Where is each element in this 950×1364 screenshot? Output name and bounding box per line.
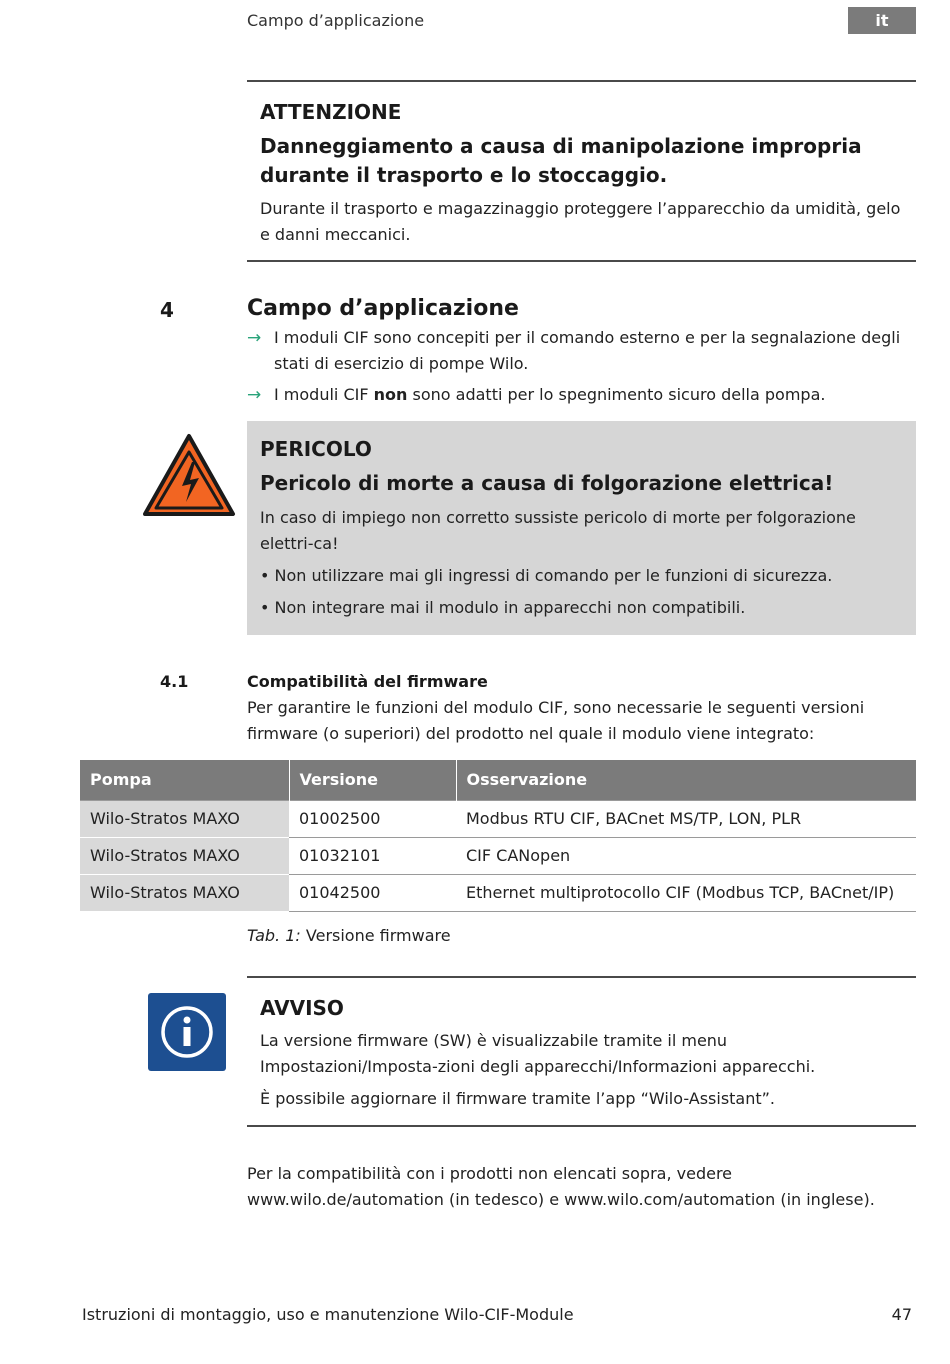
column-header-pump: Pompa (80, 760, 289, 800)
cell-pump: Wilo-Stratos MAXO (80, 800, 289, 837)
info-icon (148, 993, 226, 1071)
table-row (80, 874, 916, 911)
list-item (247, 325, 916, 377)
table-header-row (80, 760, 916, 800)
closing-paragraph: Per la compatibilità con i prodotti non elencati sopra, vedere www.wilo.de/automation (in tedesco) e www.wilo.com/automation (in inglese). (247, 1164, 875, 1209)
arrow-right-icon: → (247, 328, 262, 348)
cell-pump: Wilo-Stratos MAXO (80, 874, 289, 911)
cell-pump: Wilo-Stratos MAXO (80, 837, 289, 874)
danger-item: • Non utilizzare mai gli ingressi di comando per le funzioni di sicurezza. (260, 566, 833, 585)
column-header-notes: Osservazione (456, 760, 916, 800)
cell-notes: Modbus RTU CIF, BACnet MS/TP, LON, PLR (456, 800, 916, 837)
attention-signal-word: ATTENZIONE (260, 100, 402, 124)
bullet-text-before: I moduli CIF (274, 385, 374, 404)
list-item (247, 382, 916, 408)
table-caption (247, 926, 451, 945)
danger-title: Pericolo di morte a causa di folgorazione elettrica! (260, 471, 834, 495)
section-title: Campo d’applicazione (247, 296, 519, 321)
danger-box (247, 421, 916, 635)
electric-hazard-warning-icon (142, 432, 236, 518)
notice-box (247, 976, 916, 1127)
table-row (80, 800, 916, 837)
subsection-intro: Per garantire le funzioni del modulo CIF, sono necessarie le seguenti versioni firmware (o superiori) del prodotto nel quale il modulo viene integrato: (247, 698, 865, 743)
section-number: 4 (160, 298, 174, 322)
attention-title: Danneggiamento a causa di manipolazione impropria durante il trasporto e lo stoccaggio. (260, 134, 862, 187)
attention-text: Durante il trasporto e magazzinaggio proteggere l’apparecchio da umidità, gelo e danni meccanici. (260, 199, 901, 244)
caption-label: Tab. 1: (247, 926, 301, 945)
arrow-right-icon: → (247, 385, 262, 405)
footer-title: Istruzioni di montaggio, uso e manutenzione Wilo-CIF-Module (82, 1305, 574, 1324)
cell-notes: Ethernet multiprotocollo CIF (Modbus TCP, BACnet/IP) (456, 874, 916, 911)
attention-box (247, 80, 916, 262)
danger-signal-word: PERICOLO (260, 437, 372, 461)
cell-notes: CIF CANopen (456, 837, 916, 874)
bullet-text: I moduli CIF sono concepiti per il comando esterno e per la segnalazione degli stati di esercizio di pompe Wilo. (274, 328, 901, 373)
cell-version: 01002500 (289, 800, 456, 837)
running-header: Campo d’applicazione (247, 11, 425, 30)
firmware-table (80, 760, 916, 912)
column-header-version: Versione (289, 760, 456, 800)
notice-text: La versione firmware (SW) è visualizzabile tramite il menu Impostazioni/Imposta-zioni degli apparecchi/Informazioni apparecchi. (260, 1031, 816, 1076)
danger-text: In caso di impiego non corretto sussiste pericolo di morte per folgorazione elettri-ca! (260, 508, 856, 553)
subsection-title: Compatibilità del firmware (247, 672, 488, 691)
table-row (80, 837, 916, 874)
cell-version: 01032101 (289, 837, 456, 874)
caption-text: Versione firmware (305, 926, 451, 945)
danger-item: • Non integrare mai il modulo in apparecchi non compatibili. (260, 598, 746, 617)
subsection-number: 4.1 (160, 672, 189, 691)
bullet-text-bold: non (373, 385, 408, 404)
notice-text: È possibile aggiornare il firmware tramite l’app “Wilo-Assistant”. (260, 1089, 776, 1108)
page-number: 47 (891, 1305, 912, 1324)
bullet-text-after: sono adatti per lo spegnimento sicuro della pompa. (407, 385, 826, 404)
notice-signal-word: AVVISO (260, 996, 344, 1020)
cell-version: 01042500 (289, 874, 456, 911)
language-tag: it (848, 7, 916, 34)
